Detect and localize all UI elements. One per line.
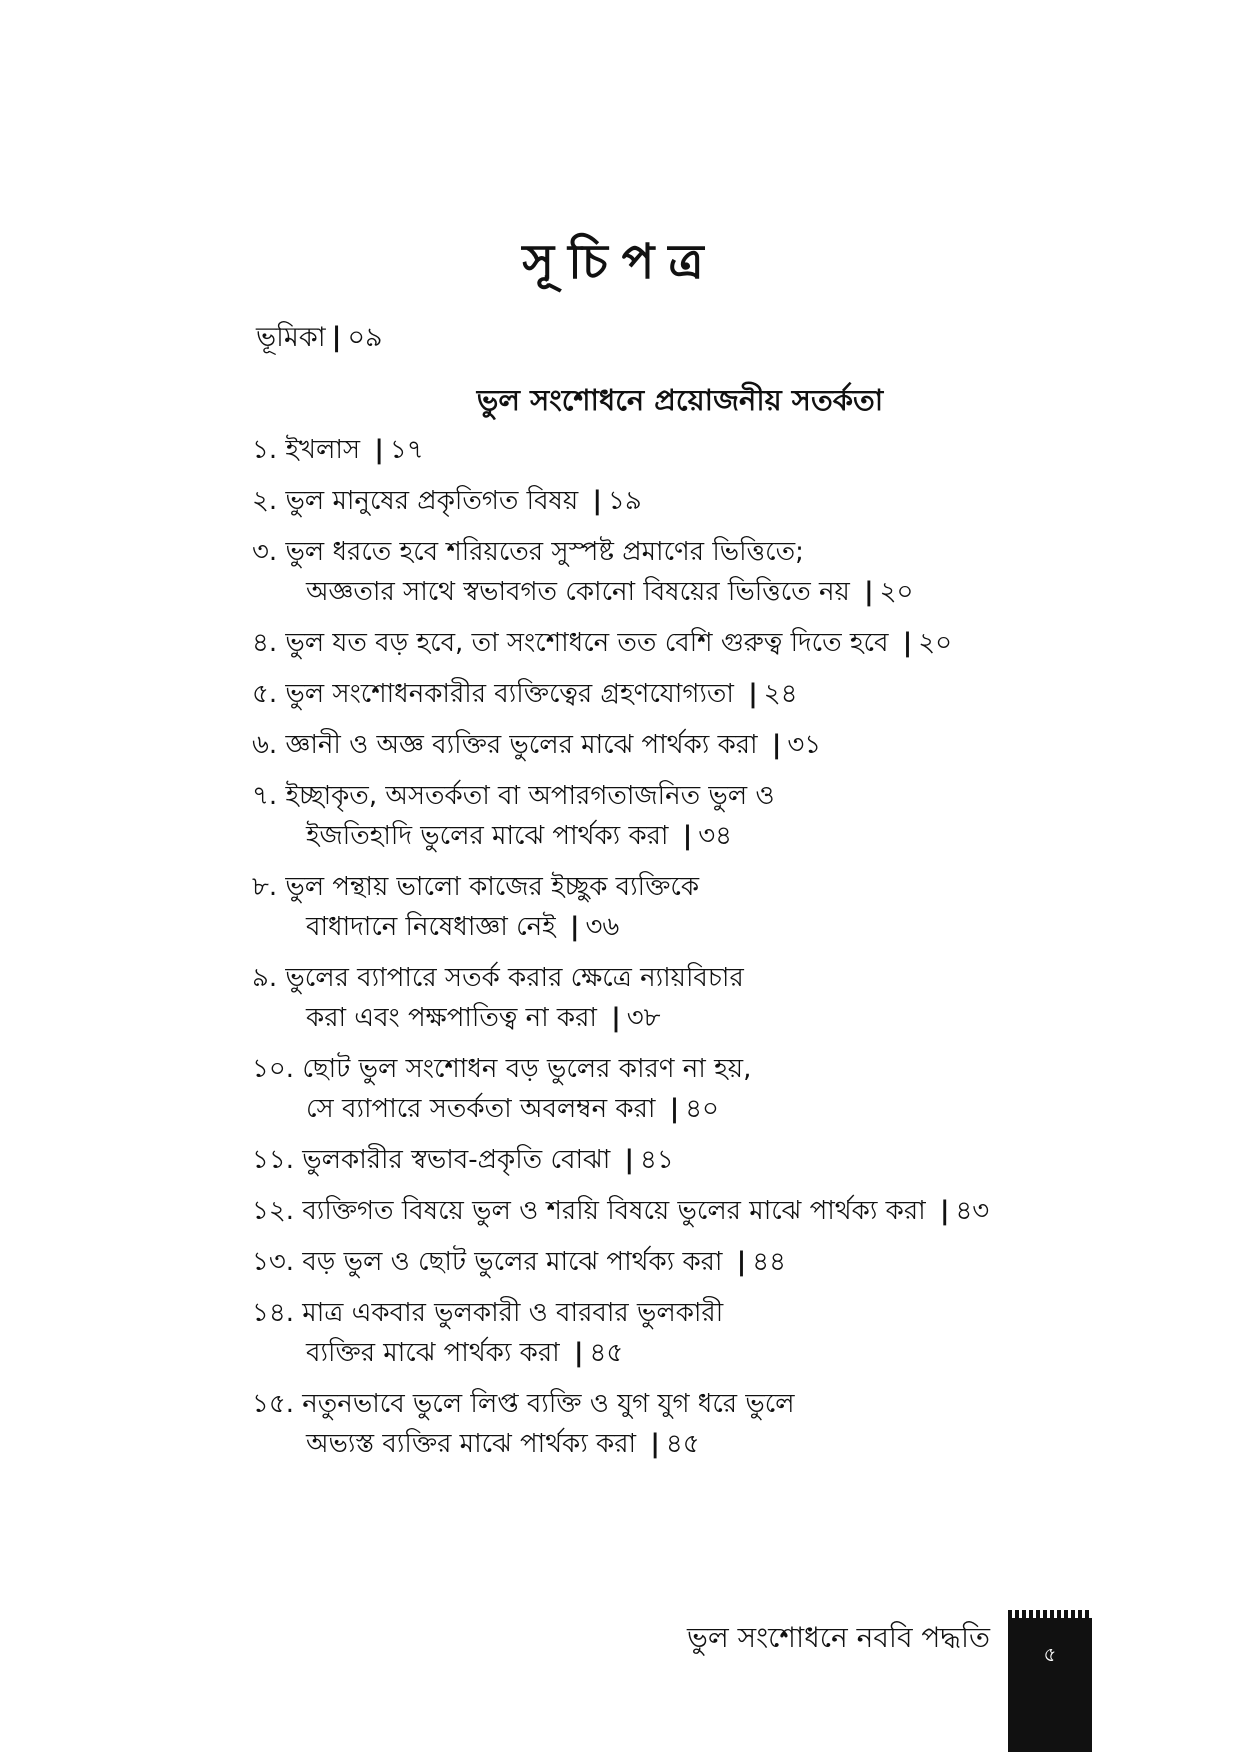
intro-page: ০৯ [347, 322, 383, 353]
page-number-tab [1008, 1610, 1092, 1752]
page-separator: | [939, 1196, 950, 1226]
page-separator: | [592, 486, 602, 516]
page-separator: | [736, 1247, 747, 1277]
toc-item-line2 [252, 998, 1112, 1038]
toc-item [252, 1049, 1112, 1129]
toc-item-line2 [252, 572, 1112, 612]
toc-item-title: বড় ভুল ও ছোট ভুলের মাঝে পার্থক্য করা [302, 1247, 723, 1277]
page-separator: | [682, 821, 693, 851]
footer-book-title: ভুল সংশোধনে নববি পদ্ধতি [686, 1621, 990, 1654]
page-title: সূচিপত্র [522, 234, 718, 291]
toc-item-page: ১৯ [607, 486, 642, 516]
toc-item [252, 1293, 1112, 1373]
toc-item [252, 776, 1112, 856]
toc-item-number: ৪. [252, 628, 278, 658]
toc-item-title: ব্যক্তিগত বিষয়ে ভুল ও শরয়ি বিষয়ে ভুলের মাঝে পার্থক্য করা [302, 1196, 926, 1226]
toc-item-title-continued: করা এবং পক্ষপাতিত্ব না করা [306, 1003, 597, 1033]
toc-item-line2 [252, 907, 1112, 947]
toc-item-title: নতুনভাবে ভুলে লিপ্ত ব্যক্তি ও যুগ যুগ ধরে ভুলে [302, 1389, 795, 1419]
toc-item [252, 674, 1112, 714]
toc-item-line1 [252, 872, 699, 902]
toc-item-page: ৪৫ [589, 1338, 624, 1368]
page-separator: | [650, 1429, 660, 1459]
toc-item-number: ১৫. [252, 1389, 295, 1419]
toc-item-number: ১৪. [252, 1298, 295, 1328]
toc-item-number: ২. [252, 486, 278, 516]
toc-item-line1 [252, 1298, 723, 1328]
toc-item-title-continued: ব্যক্তির মাঝে পার্থক্য করা [306, 1338, 560, 1368]
toc-item-title-continued: অজ্ঞতার সাথে স্বভাবগত কোনো বিষয়ের ভিত্তিতে নয় [306, 577, 850, 607]
toc-item-line1 [252, 679, 798, 709]
toc-item-line2 [252, 816, 1112, 856]
toc-item-title-continued: বাধাদানে নিষেধাজ্ঞা নেই [306, 912, 556, 942]
toc-item-page: ৪৪ [752, 1247, 786, 1277]
toc-item [252, 1384, 1112, 1464]
toc-item-line1 [252, 1247, 786, 1277]
toc-item-number: ৬. [252, 730, 278, 760]
toc-item [252, 725, 1112, 765]
page-separator: | [569, 912, 580, 942]
toc-item [252, 1140, 1112, 1180]
page-separator: | [669, 1094, 680, 1124]
section-heading: ভুল সংশোধনে প্রয়োজনীয় সতর্কতা [476, 383, 884, 417]
toc-item-line1 [252, 1196, 989, 1226]
page-number: ৫ [1043, 1642, 1057, 1666]
page-separator: | [864, 577, 874, 607]
toc-item-line2 [252, 1089, 1112, 1129]
toc-item [252, 958, 1112, 1038]
toc-item-page: ৪১ [640, 1145, 674, 1175]
toc-item-line1 [252, 537, 804, 567]
toc-item-title-continued: ইজতিহাদি ভুলের মাঝে পার্থক্য করা [306, 821, 669, 851]
intro-label: ভূমিকা [256, 322, 326, 353]
toc-item [252, 430, 1112, 470]
toc-item-title: ইচ্ছাকৃত, অসতর্কতা বা অপারগতাজনিত ভুল ও [285, 781, 775, 811]
toc-item-title-continued: অভ্যস্ত ব্যক্তির মাঝে পার্থক্য করা [306, 1429, 637, 1459]
toc-item-line1 [252, 435, 424, 465]
toc-item-number: ১১. [252, 1145, 295, 1175]
toc-item-page: ২০ [879, 577, 914, 607]
toc-item-number: ৩. [252, 537, 278, 567]
toc-item-title: মাত্র একবার ভুলকারী ও বারবার ভুলকারী [302, 1298, 724, 1328]
page-separator: | [902, 628, 913, 658]
toc-item [252, 532, 1112, 612]
toc-item [252, 1191, 1112, 1231]
page-separator: | [374, 435, 384, 465]
toc-item-page: ৩৮ [626, 1003, 661, 1033]
toc-item-title: ভুলের ব্যাপারে সতর্ক করার ক্ষেত্রে ন্যায়বিচার [285, 963, 744, 993]
toc-item-line1 [252, 1389, 795, 1419]
toc-item-page: ৪৫ [665, 1429, 700, 1459]
page-separator: | [611, 1003, 621, 1033]
toc-item-number: ৯. [252, 963, 278, 993]
tab-perforation [1008, 1610, 1092, 1618]
toc-item [252, 1242, 1112, 1282]
toc-item-title: ভুল পন্থায় ভালো কাজের ইচ্ছুক ব্যক্তিকে [285, 872, 700, 902]
page-separator: | [748, 679, 758, 709]
toc-item-number: ৫. [252, 679, 278, 709]
toc-item-line2 [252, 1424, 1112, 1464]
toc-item-page: ৪৩ [955, 1196, 990, 1226]
toc-item-title: জ্ঞানী ও অজ্ঞ ব্যক্তির ভুলের মাঝে পার্থক্য করা [285, 730, 758, 760]
page-separator: | [624, 1145, 635, 1175]
toc-item-title: ছোট ভুল সংশোধন বড় ভুলের কারণ না হয়, [302, 1054, 752, 1084]
toc-item-title: ভুল ধরতে হবে শরিয়তের সুস্পষ্ট প্রমাণের ভিত্তিতে; [285, 537, 804, 567]
toc-item [252, 623, 1112, 663]
toc-item-line2 [252, 1333, 1112, 1373]
toc-item-line1 [252, 963, 744, 993]
toc-item-title: ভুল সংশোধনকারীর ব্যক্তিত্বের গ্রহণযোগ্যতা [285, 679, 734, 709]
toc-item-page: ৪০ [685, 1094, 719, 1124]
toc-item-number: ৮. [252, 872, 278, 902]
toc-item-line1 [252, 781, 775, 811]
toc-list [252, 430, 1112, 1475]
toc-item [252, 481, 1112, 521]
toc-item-line1 [252, 486, 642, 516]
toc-item-page: ১৭ [389, 435, 424, 465]
toc-item-title: ভুল যত বড় হবে, তা সংশোধনে তত বেশি গুরুত্ব দিতে হবে [285, 628, 889, 658]
toc-item-number: ১০. [252, 1054, 295, 1084]
toc-item-title-continued: সে ব্যাপারে সতর্কতা অবলম্বন করা [306, 1094, 656, 1124]
intro-entry [256, 318, 383, 358]
toc-item [252, 867, 1112, 947]
toc-item-page: ২৪ [763, 679, 798, 709]
toc-item-number: ১৩. [252, 1247, 295, 1277]
page-separator: | [573, 1338, 584, 1368]
toc-item-line1 [252, 628, 952, 658]
toc-item-page: ৩৬ [585, 912, 620, 942]
toc-item-line1 [252, 1145, 674, 1175]
toc-item-title: ভুলকারীর স্বভাব-প্রকৃতি বোঝা [302, 1145, 611, 1175]
toc-item-line1 [252, 1054, 751, 1084]
toc-item-page: ২০ [918, 628, 953, 658]
toc-item-title: ইখলাস [285, 435, 361, 465]
toc-item-number: ১. [252, 435, 278, 465]
toc-item-page: ৩৪ [698, 821, 733, 851]
toc-item-number: ১২. [252, 1196, 295, 1226]
toc-item-number: ৭. [252, 781, 278, 811]
toc-item-title: ভুল মানুষের প্রকৃতিগত বিষয় [285, 486, 579, 516]
page-separator: | [771, 730, 782, 760]
page-separator: | [331, 322, 342, 353]
toc-item-page: ৩১ [787, 730, 822, 760]
toc-item-line1 [252, 730, 821, 760]
